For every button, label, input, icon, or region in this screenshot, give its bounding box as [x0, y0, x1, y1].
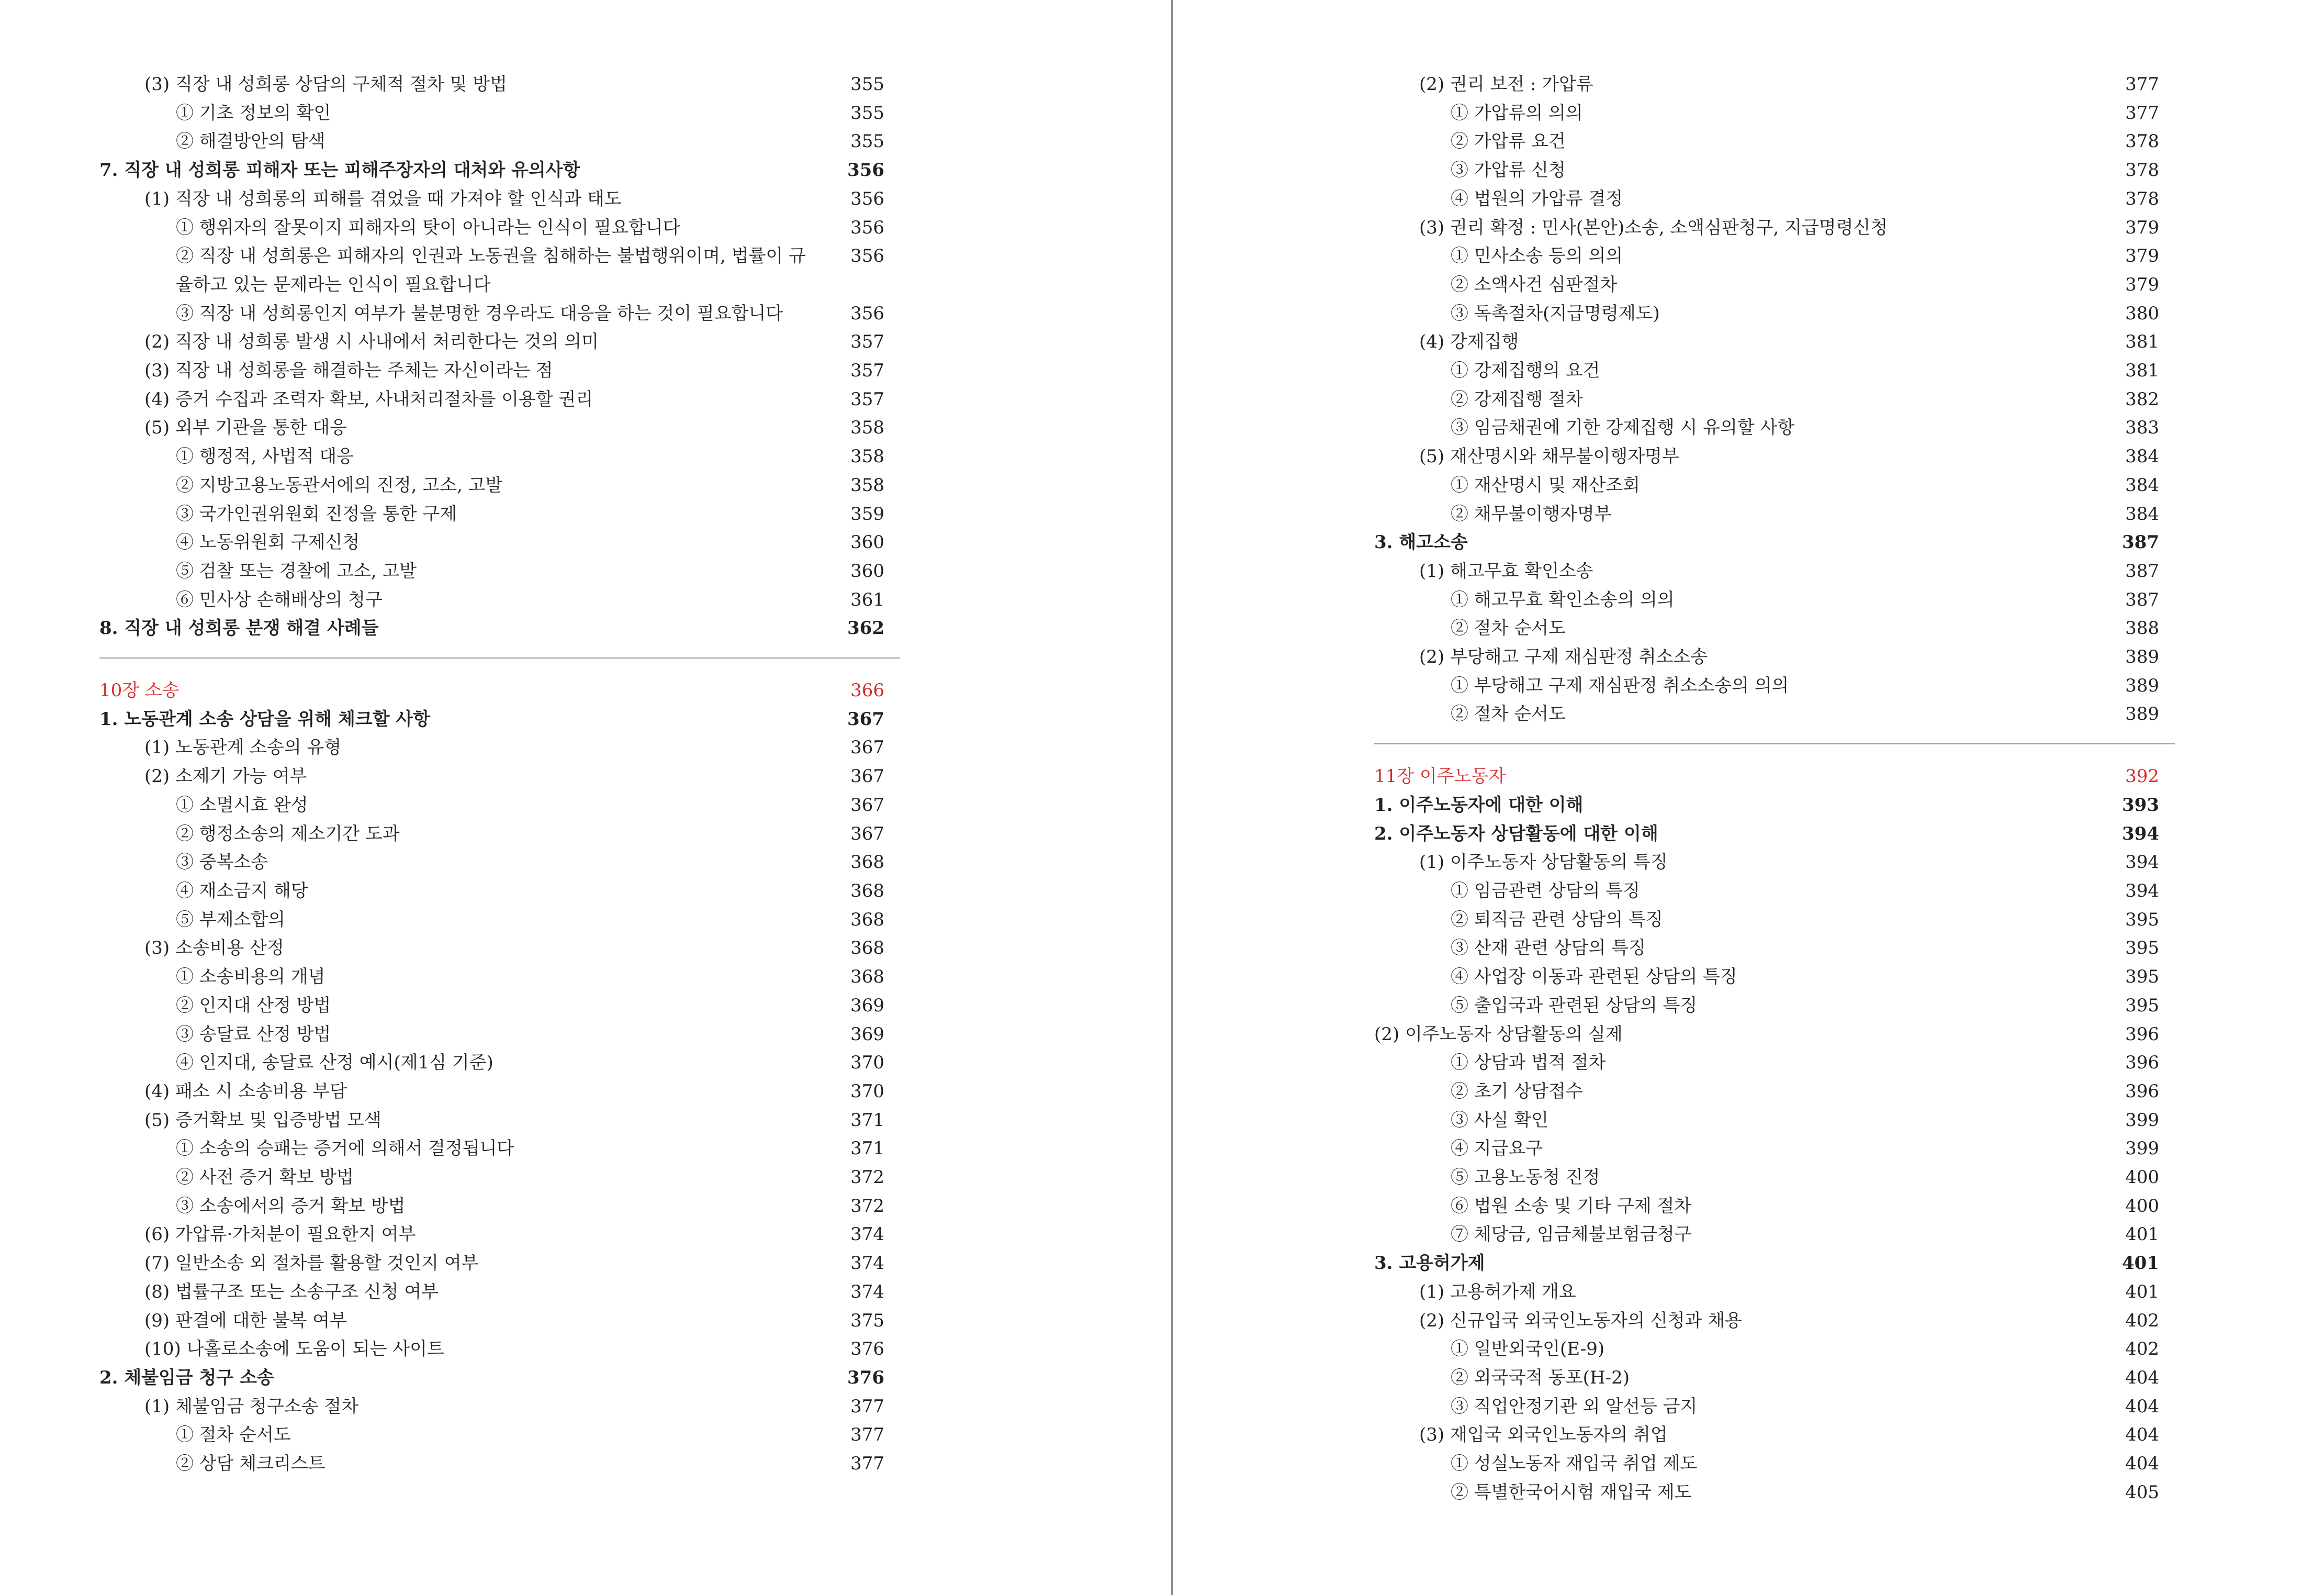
toc-entry[interactable] [99, 963, 900, 991]
toc-entry-page-number: 357 [850, 388, 884, 410]
toc-entry-title: ⑤ 출입국과 관련된 상담의 특징 [1451, 995, 1698, 1016]
toc-entry-page-number: 372 [850, 1195, 884, 1217]
chapter-title: 10장 소송 [99, 680, 179, 701]
toc-entry-title: ① 민사소송 등의 의의 [1451, 246, 1623, 267]
toc-entry-page-number: 400 [2125, 1195, 2159, 1217]
toc-right [1374, 70, 2175, 1507]
toc-entry-page-number: 377 [2125, 74, 2159, 95]
toc-entry[interactable] [99, 385, 900, 414]
toc-entry[interactable] [1374, 934, 2175, 963]
right-page [1173, 0, 2324, 1595]
toc-entry[interactable] [1374, 1020, 2175, 1049]
chapter-divider [1374, 743, 2175, 744]
chapter-page-number: 366 [850, 680, 884, 701]
toc-entry-page-number: 371 [850, 1138, 884, 1159]
toc-entry-title: (2) 부당해고 구제 재심판정 취소소송 [1419, 646, 1708, 668]
toc-entry-title: ② 가압류 요건 [1451, 131, 1566, 152]
toc-entry-title: ② 소액사건 심판절차 [1451, 274, 1618, 295]
toc-entry[interactable] [1374, 299, 2175, 328]
toc-entry-page-number: 362 [847, 618, 884, 639]
toc-entry-title: (5) 외부 기관을 통한 대응 [144, 417, 347, 439]
toc-entry-page-number: 395 [2125, 909, 2159, 930]
toc-entry[interactable] [1374, 328, 2175, 356]
toc-entry[interactable] [1374, 1163, 2175, 1192]
chapter-title: 11장 이주노동자 [1374, 766, 1506, 787]
toc-entry-title: (4) 증거 수집과 조력자 확보, 사내처리절차를 이용할 권리 [144, 388, 593, 410]
toc-entry[interactable] [1374, 500, 2175, 529]
toc-entry-title: ③ 소송에서의 증거 확보 방법 [176, 1195, 406, 1217]
toc-entry-title: ② 인지대 산정 방법 [176, 995, 331, 1016]
toc-left [99, 70, 900, 1478]
toc-entry-page-number: 399 [2125, 1109, 2159, 1131]
toc-entry[interactable] [99, 127, 900, 156]
toc-entry[interactable] [1374, 1134, 2175, 1163]
chapter-page-number: 392 [2125, 766, 2159, 787]
toc-entry[interactable] [99, 328, 900, 356]
toc-entry[interactable] [1374, 557, 2175, 586]
toc-entry[interactable] [99, 586, 900, 615]
toc-entry[interactable] [1374, 877, 2175, 906]
toc-entry[interactable] [1374, 471, 2175, 500]
toc-entry[interactable] [1374, 70, 2175, 99]
toc-entry-page-number: 371 [850, 1109, 884, 1131]
toc-entry-page-number: 368 [850, 852, 884, 873]
toc-entry-page-number: 396 [2125, 1080, 2159, 1102]
toc-entry[interactable] [1374, 963, 2175, 991]
toc-entry-page-number: 387 [2122, 532, 2159, 553]
toc-entry-page-number: 356 [847, 160, 884, 181]
toc-entry-title: ① 행정적, 사법적 대응 [176, 446, 354, 467]
toc-entry[interactable] [99, 1364, 900, 1392]
toc-entry-page-number: 372 [850, 1167, 884, 1188]
toc-entry-page-number: 374 [850, 1281, 884, 1302]
toc-entry-page-number: 395 [2125, 966, 2159, 988]
toc-entry-page-number: 367 [850, 766, 884, 787]
toc-entry-title: ① 가압류의 의의 [1451, 102, 1583, 124]
toc-entry-page-number: 358 [850, 474, 884, 496]
toc-entry-title: ② 초기 상담접수 [1451, 1080, 1583, 1102]
toc-entry-title: ② 절차 순서도 [1451, 704, 1566, 725]
toc-entry-title: ④ 노동위원회 구제신청 [176, 532, 360, 553]
toc-entry-page-number: 404 [2125, 1367, 2159, 1388]
toc-entry-title: ① 부당해고 구제 재심판정 취소소송의 의의 [1451, 675, 1789, 696]
toc-entry[interactable] [1374, 271, 2175, 299]
toc-entry[interactable] [99, 528, 900, 557]
toc-entry-title: ① 임금관련 상담의 특징 [1451, 880, 1641, 901]
toc-entry-page-number: 378 [2125, 160, 2159, 181]
toc-entry-page-number: 356 [850, 188, 884, 209]
toc-entry-title: (1) 고용허가제 개요 [1419, 1281, 1576, 1302]
toc-entry-title: (9) 판결에 대한 불복 여부 [144, 1310, 347, 1331]
toc-entry-title: 1. 노동관계 소송 상담을 위해 체크할 사항 [99, 708, 431, 730]
toc-entry-title: ③ 직장 내 성희롱인지 여부가 불분명한 경우라도 대응을 하는 것이 필요합니다 [176, 303, 783, 324]
toc-entry-title: 1. 이주노동자에 대한 이해 [1374, 794, 1584, 816]
toc-entry[interactable] [1374, 1278, 2175, 1307]
toc-entry[interactable] [1374, 1335, 2175, 1364]
toc-entry-page-number: 377 [850, 1396, 884, 1417]
toc-entry-title: ③ 임금채권에 기한 강제집행 시 유의할 사항 [1451, 417, 1795, 439]
toc-entry-title: ③ 송달료 산정 방법 [176, 1023, 331, 1045]
toc-entry-page-number: 405 [2125, 1481, 2159, 1503]
toc-entry-title: ⑤ 고용노동청 진정 [1451, 1167, 1600, 1188]
toc-entry-page-number: 369 [850, 1023, 884, 1045]
toc-entry-title: ② 직장 내 성희롱은 피해자의 인권과 노동권을 침해하는 불법행위이며, 법률이 규율하고 있는 문제라는 인식이 필요합니다 [176, 246, 806, 295]
toc-entry-title: ② 채무불이행자명부 [1451, 503, 1612, 525]
toc-entry-page-number: 394 [2122, 823, 2159, 844]
toc-entry-page-number: 358 [850, 417, 884, 439]
toc-entry[interactable] [1374, 1106, 2175, 1135]
toc-entry-title: ⑥ 민사상 손해배상의 청구 [176, 589, 383, 610]
toc-entry[interactable] [99, 299, 900, 328]
toc-entry[interactable] [99, 1449, 900, 1478]
toc-entry-page-number: 404 [2125, 1453, 2159, 1475]
toc-entry-page-number: 401 [2122, 1253, 2159, 1274]
toc-entry[interactable] [99, 156, 900, 185]
toc-entry[interactable] [99, 1049, 900, 1077]
toc-entry-title: ② 지방고용노동관서에의 진정, 고소, 고발 [176, 474, 503, 496]
toc-entry[interactable] [1374, 1307, 2175, 1335]
toc-entry-page-number: 367 [850, 823, 884, 844]
toc-entry-page-number: 376 [850, 1339, 884, 1360]
toc-entry-page-number: 357 [850, 360, 884, 382]
toc-entry[interactable] [1374, 1220, 2175, 1249]
toc-entry-page-number: 387 [2125, 589, 2159, 610]
toc-entry-title: (4) 강제집행 [1419, 331, 1519, 353]
toc-entry[interactable] [99, 1192, 900, 1221]
toc-entry-title: (8) 법률구조 또는 소송구조 신청 여부 [144, 1281, 439, 1302]
toc-entry-title: ① 행위자의 잘못이지 피해자의 탓이 아니라는 인식이 필요합니다 [176, 217, 680, 238]
toc-entry-title: ② 퇴직금 관련 상담의 특징 [1451, 909, 1663, 930]
toc-entry-title: (3) 재입국 외국인노동자의 취업 [1419, 1424, 1668, 1446]
toc-entry-title: ① 강제집행의 요건 [1451, 360, 1600, 382]
toc-entry-page-number: 368 [850, 909, 884, 930]
toc-entry-page-number: 384 [2125, 474, 2159, 496]
toc-entry[interactable] [1374, 442, 2175, 471]
toc-entry[interactable] [1374, 1192, 2175, 1221]
toc-entry-page-number: 374 [850, 1253, 884, 1274]
toc-entry-title: ② 상담 체크리스트 [176, 1453, 325, 1475]
toc-entry-page-number: 400 [2125, 1167, 2159, 1188]
toc-entry[interactable] [99, 1163, 900, 1192]
toc-entry-page-number: 401 [2125, 1281, 2159, 1302]
toc-entry[interactable] [99, 762, 900, 791]
toc-entry-title: (5) 재산명시와 채무불이행자명부 [1419, 446, 1679, 467]
toc-entry[interactable] [99, 70, 900, 99]
toc-entry[interactable] [1374, 1249, 2175, 1278]
toc-entry-page-number: 355 [850, 131, 884, 152]
toc-entry-title: 8. 직장 내 성희롱 분쟁 해결 사례들 [99, 618, 379, 639]
toc-entry-page-number: 381 [2125, 360, 2159, 382]
toc-entry[interactable] [99, 1077, 900, 1106]
toc-entry-title: ③ 가압류 신청 [1451, 160, 1566, 181]
toc-entry[interactable] [1374, 414, 2175, 442]
toc-entry-page-number: 389 [2125, 675, 2159, 696]
toc-entry-page-number: 367 [850, 737, 884, 759]
toc-entry[interactable] [1374, 672, 2175, 700]
toc-entry-title: 3. 고용허가제 [1374, 1253, 1485, 1274]
toc-entry-title: ④ 법원의 가압류 결정 [1451, 188, 1623, 209]
toc-entry[interactable] [99, 1335, 900, 1364]
toc-entry-page-number: 394 [2125, 880, 2159, 901]
toc-entry[interactable] [99, 214, 900, 242]
toc-entry-page-number: 370 [850, 1052, 884, 1074]
toc-entry-title: (1) 직장 내 성희롱의 피해를 겪었을 때 가져야 할 인식과 태도 [144, 188, 622, 209]
toc-entry[interactable] [1374, 127, 2175, 156]
toc-entry-page-number: 356 [850, 246, 884, 267]
toc-entry-title: ⑥ 법원 소송 및 기타 구제 절차 [1451, 1195, 1692, 1217]
toc-entry-title: 3. 해고소송 [1374, 532, 1468, 553]
toc-entry-page-number: 389 [2125, 704, 2159, 725]
toc-entry[interactable] [99, 471, 900, 500]
toc-entry[interactable] [1374, 214, 2175, 242]
toc-entry[interactable] [99, 705, 900, 734]
chapter-heading-10[interactable] [99, 676, 900, 705]
toc-entry-title: ① 소멸시효 완성 [176, 794, 308, 816]
toc-entry[interactable] [99, 1106, 900, 1135]
toc-entry-page-number: 402 [2125, 1339, 2159, 1360]
toc-entry-title: ① 기초 정보의 확인 [176, 102, 331, 124]
toc-entry[interactable] [99, 934, 900, 963]
toc-entry[interactable] [1374, 586, 2175, 615]
toc-entry[interactable] [99, 1220, 900, 1249]
toc-entry[interactable] [99, 1307, 900, 1335]
toc-entry-title: (2) 직장 내 성희롱 발생 시 사내에서 처리한다는 것의 의미 [144, 331, 599, 353]
toc-entry[interactable] [99, 906, 900, 934]
toc-entry[interactable] [99, 1421, 900, 1449]
toc-entry-title: 2. 체불임금 청구 소송 [99, 1367, 274, 1388]
toc-entry[interactable] [99, 185, 900, 214]
toc-entry-title: ② 강제집행 절차 [1451, 388, 1583, 410]
toc-entry-title: (2) 권리 보전 : 가압류 [1419, 74, 1593, 95]
toc-entry-title: ④ 인지대, 송달료 산정 예시(제1심 기준) [176, 1052, 493, 1074]
toc-entry[interactable] [99, 500, 900, 529]
toc-entry-page-number: 355 [850, 102, 884, 124]
toc-entry[interactable] [1374, 385, 2175, 414]
toc-entry-title: ③ 산재 관련 상담의 특징 [1451, 938, 1646, 959]
toc-entry-page-number: 395 [2125, 938, 2159, 959]
toc-entry[interactable] [1374, 356, 2175, 385]
toc-entry[interactable] [99, 442, 900, 471]
toc-entry[interactable] [1374, 848, 2175, 877]
toc-entry-page-number: 382 [2125, 388, 2159, 410]
chapter-heading-11[interactable] [1374, 762, 2175, 791]
toc-entry-title: ① 재산명시 및 재산조회 [1451, 474, 1641, 496]
toc-entry-page-number: 367 [847, 708, 884, 730]
toc-entry-title: ② 특별한국어시험 재입국 제도 [1451, 1481, 1692, 1503]
toc-entry-title: (1) 노동관계 소송의 유형 [144, 737, 342, 759]
toc-entry-page-number: 388 [2125, 618, 2159, 639]
toc-entry[interactable] [99, 557, 900, 586]
toc-entry-title: ① 절차 순서도 [176, 1424, 291, 1446]
toc-entry[interactable] [99, 848, 900, 877]
toc-entry-page-number: 357 [850, 331, 884, 353]
toc-entry-page-number: 387 [2125, 560, 2159, 582]
toc-entry-page-number: 367 [850, 794, 884, 816]
toc-entry-title: ① 일반외국인(E-9) [1451, 1339, 1605, 1360]
toc-entry-page-number: 379 [2125, 217, 2159, 238]
chapter-divider [99, 657, 900, 659]
toc-entry[interactable] [99, 99, 900, 128]
toc-entry-title: ③ 중복소송 [176, 852, 268, 873]
toc-entry-page-number: 377 [850, 1453, 884, 1475]
toc-entry-page-number: 368 [850, 880, 884, 901]
toc-entry-title: (2) 소제기 가능 여부 [144, 766, 307, 787]
toc-entry[interactable] [1374, 1049, 2175, 1077]
toc-entry-page-number: 384 [2125, 503, 2159, 525]
toc-entry[interactable] [1374, 791, 2175, 820]
toc-entry-page-number: 370 [850, 1080, 884, 1102]
toc-entry-page-number: 359 [850, 503, 884, 525]
toc-entry-page-number: 393 [2122, 794, 2159, 816]
toc-entry-title: ① 소송의 승패는 증거에 의해서 결정됩니다 [176, 1138, 514, 1159]
toc-entry-title: 7. 직장 내 성희롱 피해자 또는 피해주장자의 대처와 유의사항 [99, 160, 580, 181]
toc-entry-title: ② 사전 증거 확보 방법 [176, 1167, 354, 1188]
toc-entry[interactable] [1374, 1364, 2175, 1392]
toc-entry-page-number: 356 [850, 303, 884, 324]
toc-entry[interactable] [99, 356, 900, 385]
toc-entry-page-number: 369 [850, 995, 884, 1016]
toc-entry-page-number: 402 [2125, 1310, 2159, 1331]
toc-entry-page-number: 381 [2125, 331, 2159, 353]
toc-entry[interactable] [1374, 991, 2175, 1020]
toc-entry-title: (4) 패소 시 소송비용 부담 [144, 1080, 347, 1102]
toc-entry[interactable] [1374, 643, 2175, 672]
toc-entry-title: (5) 증거확보 및 입증방법 모색 [144, 1109, 381, 1131]
toc-entry-title: ② 해결방안의 탐색 [176, 131, 325, 152]
toc-entry-title: (7) 일반소송 외 절차를 활용할 것인지 여부 [144, 1253, 479, 1274]
toc-entry[interactable] [99, 1392, 900, 1421]
toc-entry[interactable] [99, 1249, 900, 1278]
toc-entry-page-number: 379 [2125, 246, 2159, 267]
toc-entry[interactable] [1374, 99, 2175, 128]
toc-entry-page-number: 360 [850, 532, 884, 553]
toc-entry-title: (1) 이주노동자 상담활동의 특징 [1419, 852, 1668, 873]
toc-entry-title: ③ 직업안정기관 외 알선등 금지 [1451, 1396, 1698, 1417]
toc-entry-title: (3) 소송비용 산정 [144, 938, 284, 959]
toc-entry-page-number: 368 [850, 938, 884, 959]
toc-entry-page-number: 356 [850, 217, 884, 238]
toc-entry[interactable] [99, 991, 900, 1020]
toc-entry-page-number: 396 [2125, 1052, 2159, 1074]
toc-entry-title: (6) 가압류·가처분이 필요한지 여부 [144, 1224, 416, 1245]
toc-entry[interactable] [99, 791, 900, 820]
toc-entry[interactable] [1374, 1392, 2175, 1421]
toc-entry[interactable] [1374, 906, 2175, 934]
toc-section-right-after [1374, 791, 2175, 1507]
toc-entry-page-number: 384 [2125, 446, 2159, 467]
toc-entry-page-number: 380 [2125, 303, 2159, 324]
toc-entry-title: (1) 해고무효 확인소송 [1419, 560, 1593, 582]
toc-entry-page-number: 404 [2125, 1396, 2159, 1417]
toc-section-right-before [1374, 70, 2175, 729]
toc-entry-title: ① 성실노동자 재입국 취업 제도 [1451, 1453, 1698, 1475]
toc-entry-page-number: 375 [850, 1310, 884, 1331]
toc-entry-title: (1) 체불임금 청구소송 절차 [144, 1396, 359, 1417]
toc-entry-page-number: 376 [847, 1367, 884, 1388]
toc-entry[interactable] [99, 733, 900, 762]
toc-entry[interactable] [1374, 185, 2175, 214]
toc-entry[interactable] [1374, 242, 2175, 271]
toc-entry[interactable] [99, 1134, 900, 1163]
toc-entry-title: (10) 나홀로소송에 도움이 되는 사이트 [144, 1339, 444, 1360]
toc-entry-title: (3) 직장 내 성희롱을 해결하는 주체는 자신이라는 점 [144, 360, 553, 382]
toc-entry-title: ① 상담과 법적 절차 [1451, 1052, 1606, 1074]
toc-entry-title: ① 소송비용의 개념 [176, 966, 325, 988]
toc-entry-page-number: 378 [2125, 188, 2159, 209]
toc-entry-page-number: 399 [2125, 1138, 2159, 1159]
toc-entry[interactable] [99, 820, 900, 849]
toc-entry-page-number: 374 [850, 1224, 884, 1245]
toc-entry-title: ① 해고무효 확인소송의 의의 [1451, 589, 1675, 610]
toc-section-left-before [99, 70, 900, 643]
toc-entry-title: ③ 독촉절차(지급명령제도) [1451, 303, 1660, 324]
toc-entry-title: ④ 지급요구 [1451, 1138, 1543, 1159]
toc-entry-title: ⑤ 부제소합의 [176, 909, 286, 930]
toc-entry-title: (2) 이주노동자 상담활동의 실제 [1374, 1023, 1623, 1045]
toc-entry-title: (3) 권리 확정 : 민사(본안)소송, 소액심판청구, 지급명령신청 [1419, 217, 1888, 238]
toc-entry-page-number: 355 [850, 74, 884, 95]
toc-entry[interactable] [1374, 1421, 2175, 1449]
toc-entry-page-number: 361 [850, 589, 884, 610]
toc-entry[interactable] [1374, 1478, 2175, 1507]
toc-entry-page-number: 377 [2125, 102, 2159, 124]
toc-entry-page-number: 404 [2125, 1424, 2159, 1446]
toc-entry-page-number: 383 [2125, 417, 2159, 439]
toc-entry-page-number: 401 [2125, 1224, 2159, 1245]
toc-entry-page-number: 368 [850, 966, 884, 988]
toc-entry-title: (3) 직장 내 성희롱 상담의 구체적 절차 및 방법 [144, 74, 507, 95]
toc-entry-title: (2) 신규입국 외국인노동자의 신청과 채용 [1419, 1310, 1742, 1331]
toc-entry-page-number: 394 [2125, 852, 2159, 873]
toc-entry-title: ③ 사실 확인 [1451, 1109, 1548, 1131]
toc-entry[interactable] [99, 414, 900, 442]
toc-entry[interactable] [99, 242, 900, 299]
toc-entry[interactable] [99, 614, 900, 643]
toc-entry[interactable] [1374, 528, 2175, 557]
toc-entry-page-number: 395 [2125, 995, 2159, 1016]
toc-entry[interactable] [99, 1278, 900, 1307]
toc-entry-page-number: 360 [850, 560, 884, 582]
toc-entry-page-number: 378 [2125, 131, 2159, 152]
toc-entry-page-number: 358 [850, 446, 884, 467]
toc-entry[interactable] [1374, 156, 2175, 185]
toc-entry[interactable] [1374, 1077, 2175, 1106]
toc-section-left-after [99, 705, 900, 1478]
toc-entry-page-number: 379 [2125, 274, 2159, 295]
toc-entry[interactable] [1374, 1449, 2175, 1478]
toc-entry-title: ② 행정소송의 제소기간 도과 [176, 823, 400, 844]
toc-entry-page-number: 389 [2125, 646, 2159, 668]
toc-entry-title: ⑤ 검찰 또는 경찰에 고소, 고발 [176, 560, 417, 582]
toc-entry-title: ③ 국가인권위원회 진정을 통한 구제 [176, 503, 457, 525]
toc-entry-page-number: 377 [850, 1424, 884, 1446]
toc-entry-title: 2. 이주노동자 상담활동에 대한 이해 [1374, 823, 1658, 844]
toc-entry-title: ④ 사업장 이동과 관련된 상담의 특징 [1451, 966, 1737, 988]
toc-entry-title: ② 외국국적 동포(H-2) [1451, 1367, 1630, 1388]
toc-entry[interactable] [1374, 700, 2175, 729]
toc-entry-title: ② 절차 순서도 [1451, 618, 1566, 639]
toc-entry-title: ④ 재소금지 해당 [176, 880, 308, 901]
toc-entry-title: ⑦ 체당금, 임금체불보험금청구 [1451, 1224, 1692, 1245]
toc-entry[interactable] [99, 877, 900, 906]
toc-entry[interactable] [1374, 820, 2175, 849]
toc-entry-page-number: 396 [2125, 1023, 2159, 1045]
toc-entry[interactable] [99, 1020, 900, 1049]
toc-entry[interactable] [1374, 614, 2175, 643]
